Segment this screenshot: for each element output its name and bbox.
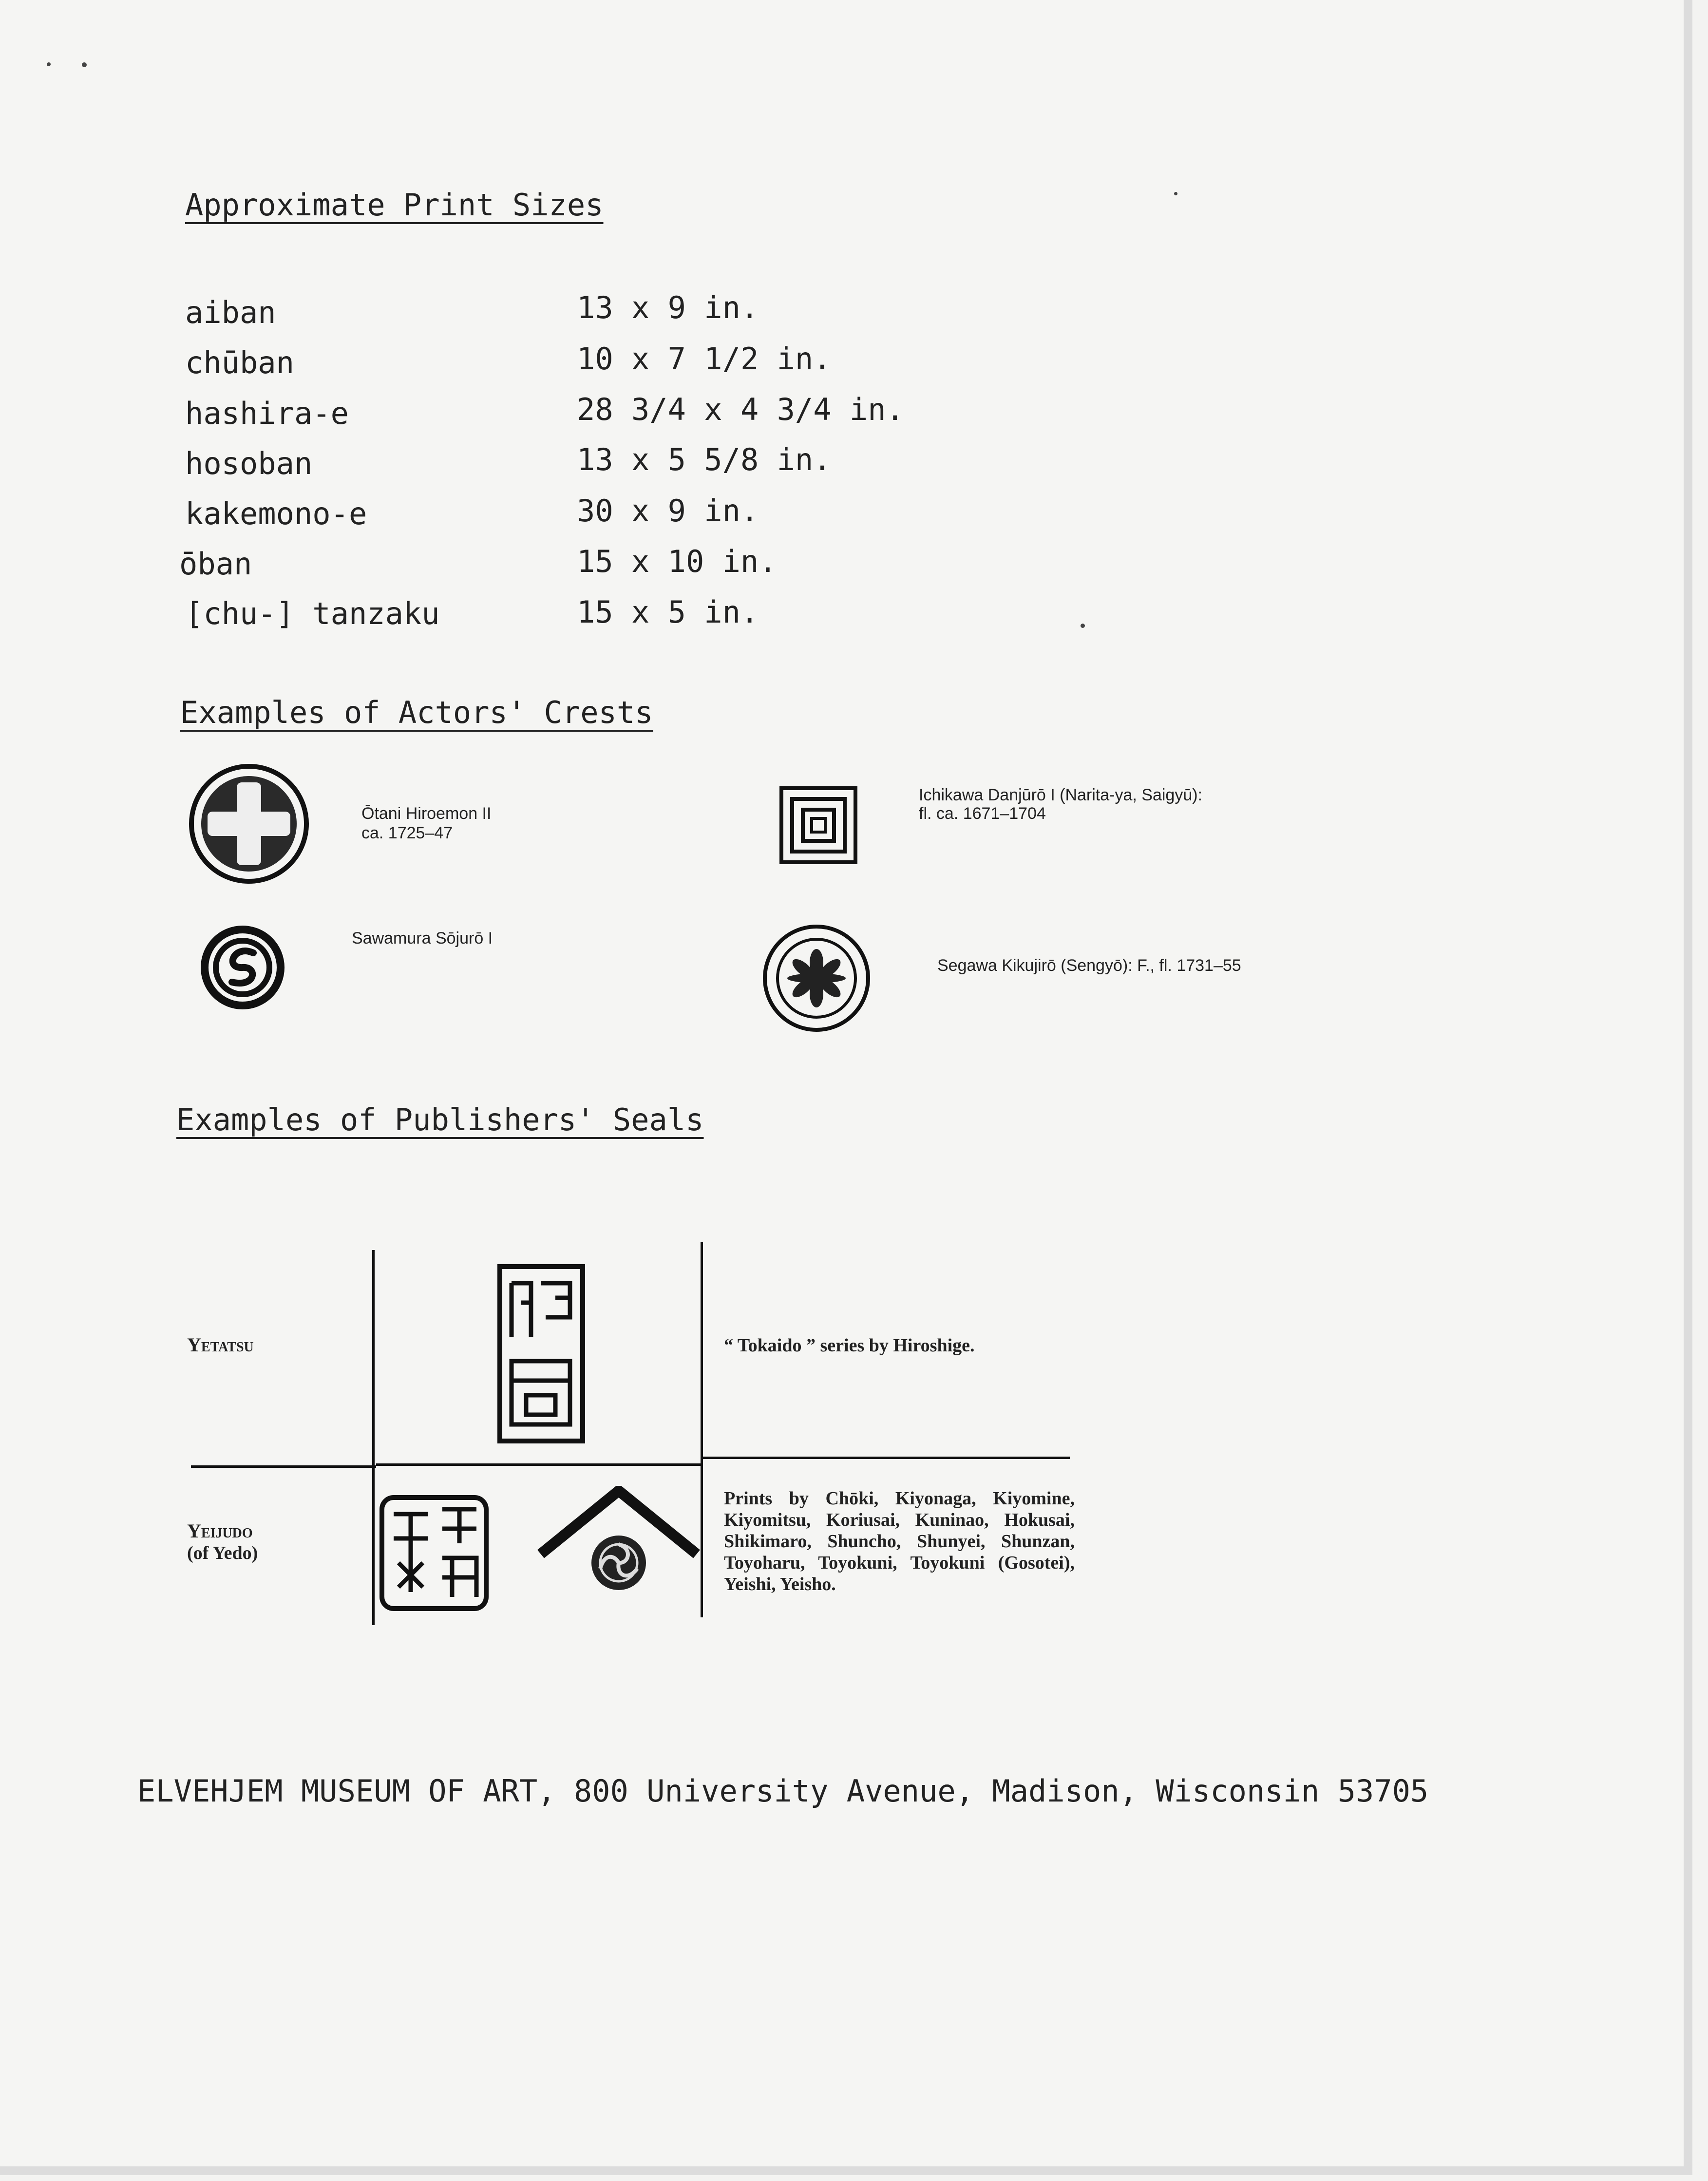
size-value: 13 x 9 in. — [577, 290, 759, 325]
size-term: chūban — [185, 345, 294, 380]
yeijudo-sublabel: (of Yedo) — [187, 1543, 258, 1563]
paper-speck — [82, 62, 87, 67]
actors-crests-heading: Examples of Actors' Crests — [180, 695, 653, 730]
yetatsu-description: “ Tokaido ” series by Hiroshige. — [724, 1335, 975, 1356]
size-term: kakemono-e — [185, 496, 367, 531]
yeijudo-seal-icon — [379, 1495, 489, 1612]
size-term: hashira-e — [185, 396, 349, 431]
ichikawa-crest-dates: fl. ca. 1671–1704 — [919, 804, 1046, 823]
yeijudo-roof-crest-icon — [536, 1486, 702, 1593]
size-value: 15 x 10 in. — [577, 544, 777, 579]
size-term: hosoban — [185, 446, 313, 481]
print-sizes-heading: Approximate Print Sizes — [185, 187, 604, 223]
seal-table-divider — [702, 1457, 1070, 1459]
yetatsu-label: Yetatsu — [187, 1334, 254, 1356]
sawamura-crest-name: Sawamura Sōjurō I — [352, 929, 493, 948]
size-value: 15 x 5 in. — [577, 594, 759, 630]
paper-speck — [1174, 192, 1177, 195]
size-term: [chu-] tanzaku — [185, 596, 440, 631]
size-value: 13 x 5 5/8 in. — [577, 442, 832, 477]
size-value: 28 3/4 x 4 3/4 in. — [577, 392, 904, 427]
segawa-crest-name: Segawa Kikujirō (Sengyō): F., fl. 1731–55 — [937, 956, 1241, 975]
seal-table-divider — [372, 1250, 375, 1625]
seal-table-divider — [191, 1465, 376, 1468]
size-term: ōban — [179, 546, 252, 582]
paper-speck — [47, 62, 51, 66]
yeijudo-description: Prints by Chōki, Kiyonaga, Kiyomine, Kiyomitsu, Koriusai, Kuninao, Hokusai, Shikimaro, Shuncho, Shunyei, Shunzan, Toyoharu, Toyokuni, Toyokuni (Gosotei), Yeishi, Yeisho. — [724, 1488, 1075, 1594]
otani-crest-dates: ca. 1725–47 — [361, 824, 453, 842]
seal-table-divider — [376, 1463, 702, 1466]
sawamura-crest-icon — [200, 925, 285, 1010]
ichikawa-crest-name: Ichikawa Danjūrō I (Narita-ya, Saigyū): — [919, 786, 1203, 804]
publishers-seals-heading: Examples of Publishers' Seals — [176, 1102, 704, 1138]
segawa-crest-icon — [762, 924, 871, 1033]
ichikawa-crest-icon — [778, 785, 858, 865]
yetatsu-seal-icon — [497, 1264, 586, 1444]
otani-crest-name: Ōtani Hiroemon II — [361, 804, 492, 823]
paper-speck — [1081, 624, 1085, 628]
yeijudo-label: Yeijudo — [187, 1520, 253, 1542]
otani-crest-icon — [188, 763, 310, 885]
size-term: aiban — [185, 295, 276, 330]
size-value: 30 x 9 in. — [577, 493, 759, 529]
size-value: 10 x 7 1/2 in. — [577, 341, 832, 377]
museum-address-footer: ELVEHJEM MUSEUM OF ART, 800 University Avenue, Madison, Wisconsin 53705 — [137, 1773, 1429, 1809]
